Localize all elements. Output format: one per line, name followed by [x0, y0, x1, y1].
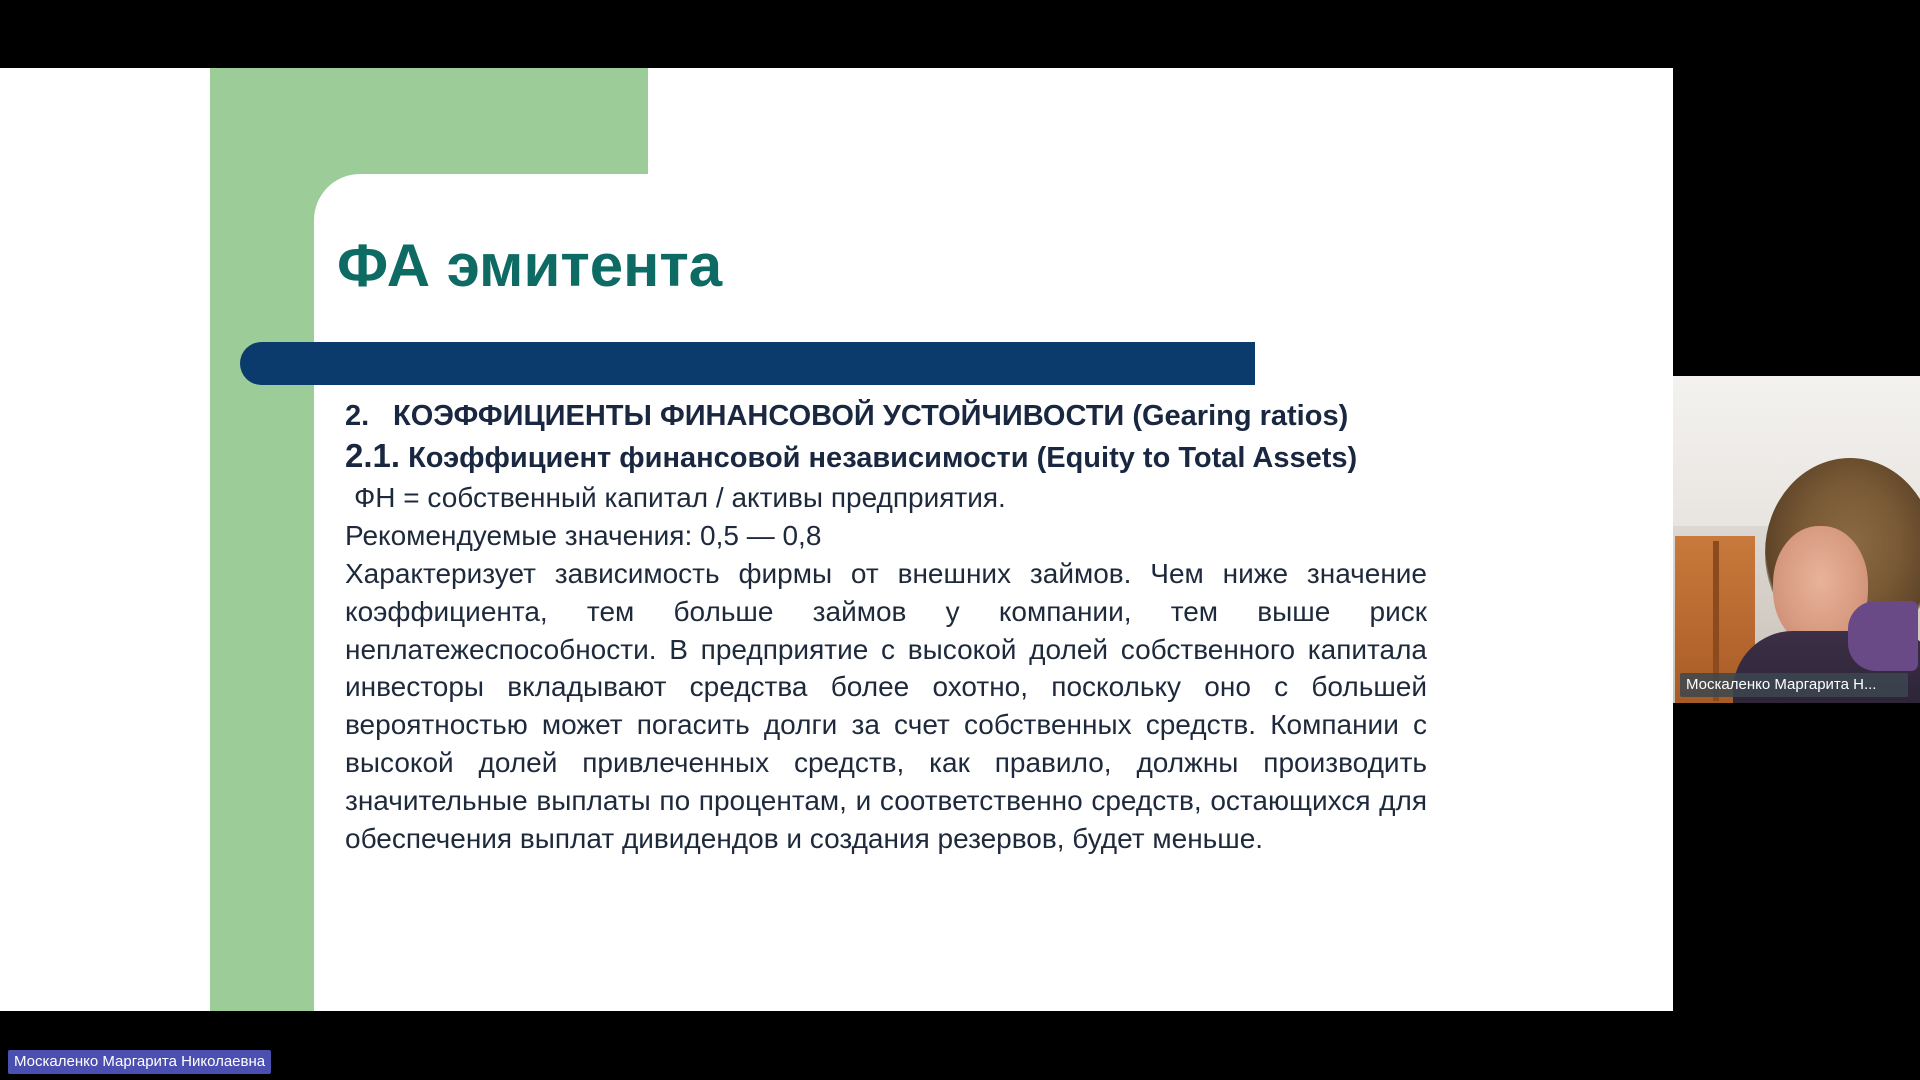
section-heading-text: КОЭФФИЦИЕНТЫ ФИНАНСОВОЙ УСТОЙЧИВОСТИ (Gearing ratios): [393, 400, 1349, 432]
speaker-scarf: [1848, 601, 1918, 671]
video-name-tag: Москаленко Маргарита Н...: [1680, 673, 1908, 697]
slide-title-bar: [240, 342, 1255, 385]
subsection-number: 2.1.: [345, 437, 401, 474]
description-paragraph: Характеризует зависимость фирмы от внешних займов. Чем ниже значение коэффициента, тем больше займов у компании, тем выше риск неплатежеспособности. В предприятие с высокой долей собственного капитала инвесторы вкладывают средства более охотно, поскольку оно с большей вероятностью может погасить долги за счет собственных средств. Компании с высокой долей привлеченных средств, как правило, должны производить значительные выплаты по процентам, и соответственно средств, остающихся для обеспечения выплат дивидендов и создания резервов, будет меньше.: [345, 558, 1427, 854]
section-heading: [345, 397, 1427, 435]
formula-line: ФН = собственный капитал / активы предприятия.: [354, 482, 1006, 513]
subsection-heading: [345, 437, 1427, 477]
slide-title: ФА эмитента: [337, 232, 723, 299]
recommended-values: Рекомендуемые значения: 0,5 — 0,8: [345, 520, 822, 551]
section-number: 2.: [345, 400, 370, 432]
speaker-video-tile[interactable]: [1673, 376, 1920, 703]
presenter-name-tag: Москаленко Маргарита Николаевна: [8, 1050, 271, 1074]
slide-content: [345, 397, 1427, 857]
subsection-heading-text: Коэффициент финансовой независимости (Equity to Total Assets): [408, 442, 1358, 474]
shared-slide: [0, 68, 1673, 1011]
